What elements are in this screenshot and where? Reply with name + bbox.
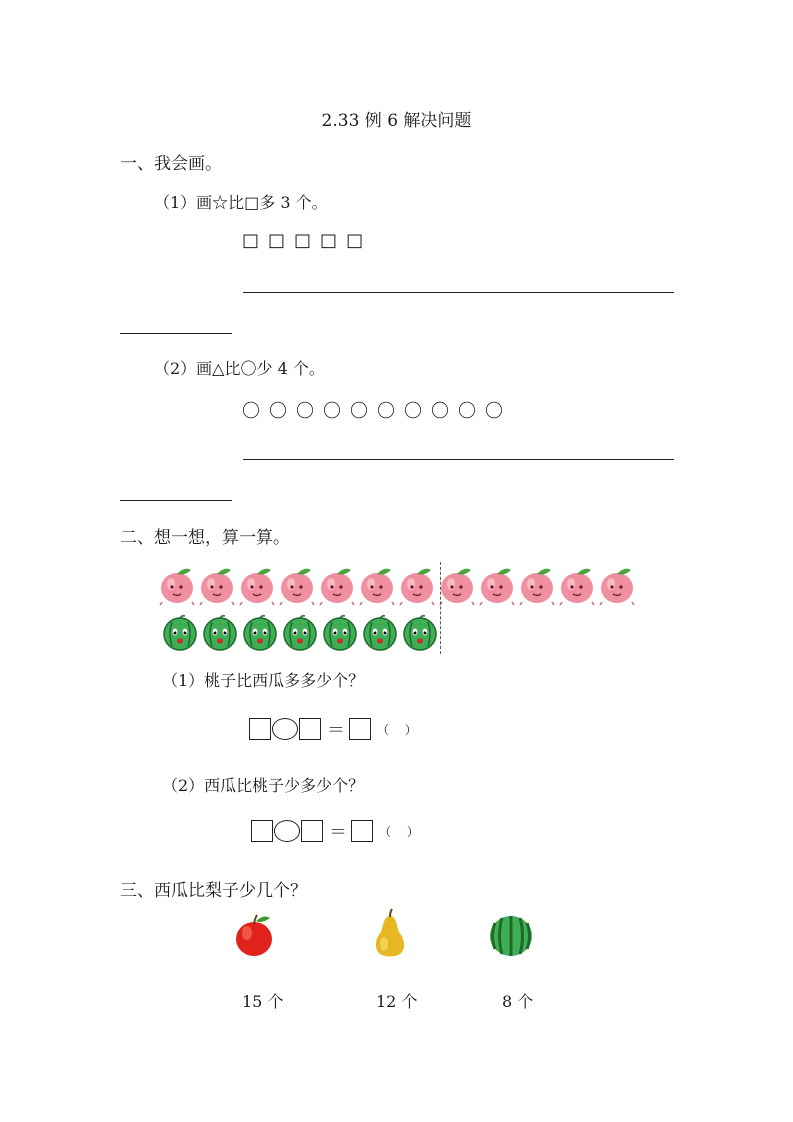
apple-count: 15 个 [242,992,284,1011]
equals-sign: ＝ [329,822,347,843]
page-title: 2.33 例 6 解决问题 [321,111,472,131]
watermelon-face-icon [160,614,200,652]
watermelon-face-icon [320,614,360,652]
answer-box[interactable] [299,718,321,740]
circle-shape: 〇 [458,401,476,422]
watermelon-face-icon [240,614,280,652]
unit-parentheses[interactable]: （ ） [379,824,419,839]
answer-line[interactable] [243,292,674,293]
square-shapes-row [242,230,372,251]
circle-shape: 〇 [350,401,368,422]
watermelon-face-icon [280,614,320,652]
section1-q1-text: （1）画☆比□多 3 个。 [154,193,328,212]
section3-heading: 三、西瓜比梨子少几个？ [120,881,307,901]
watermelon-icon [488,914,534,958]
circle-shape: 〇 [431,401,449,422]
circle-shape: 〇 [404,401,422,422]
peach-icon [277,564,317,606]
answer-box[interactable] [351,820,373,842]
circle-shape: 〇 [485,401,503,422]
answer-line-continuation[interactable] [120,500,232,501]
answer-box[interactable] [249,718,271,740]
section2-heading: 二、想一想，算一算。 [120,528,290,548]
section1-heading: 一、我会画。 [120,154,222,174]
unit-parentheses[interactable]: （ ） [377,722,417,737]
peach-icon [597,564,637,606]
answer-box[interactable] [251,820,273,842]
peach-icon [397,564,437,606]
circle-shape: 〇 [377,401,395,422]
square-shape: □ [320,230,338,251]
square-shape: □ [242,230,260,251]
peach-icon [517,564,557,606]
peach-icon [317,564,357,606]
section1-q2-text: （2）画△比〇少 4 个。 [154,359,325,378]
answer-line[interactable] [243,459,674,460]
circle-shape: 〇 [242,401,260,422]
circle-shapes-row [242,397,512,423]
section2-q1-text: （1）桃子比西瓜多多少个？ [162,671,365,690]
square-shape: □ [346,230,364,251]
circle-shape: 〇 [269,401,287,422]
watermelon-face-icon [400,614,440,652]
watermelon-face-icon [360,614,400,652]
operator-circle[interactable] [274,820,300,842]
section2-q2-text: （2）西瓜比桃子少多少个？ [162,776,365,795]
peach-row [157,564,637,606]
peach-icon [237,564,277,606]
watermelon-face-icon [200,614,240,652]
peach-icon [157,564,197,606]
circle-shape: 〇 [323,401,341,422]
peach-icon [197,564,237,606]
divider-dashed-line [440,562,441,654]
peach-icon [557,564,597,606]
circle-shape: 〇 [296,401,314,422]
equation-q2 [251,818,419,844]
operator-circle[interactable] [272,718,298,740]
square-shape: □ [294,230,312,251]
watermelon-count: 8 个 [502,992,534,1011]
square-shape: □ [268,230,286,251]
equals-sign: ＝ [327,720,345,741]
peach-icon [357,564,397,606]
answer-box[interactable] [301,820,323,842]
pear-icon [370,908,410,960]
answer-box[interactable] [349,718,371,740]
peach-icon [477,564,517,606]
apple-icon [232,912,276,958]
pear-count: 12 个 [376,992,418,1011]
equation-q1 [249,716,417,742]
watermelon-row [160,614,440,652]
peach-icon [437,564,477,606]
answer-line-continuation[interactable] [120,333,232,334]
